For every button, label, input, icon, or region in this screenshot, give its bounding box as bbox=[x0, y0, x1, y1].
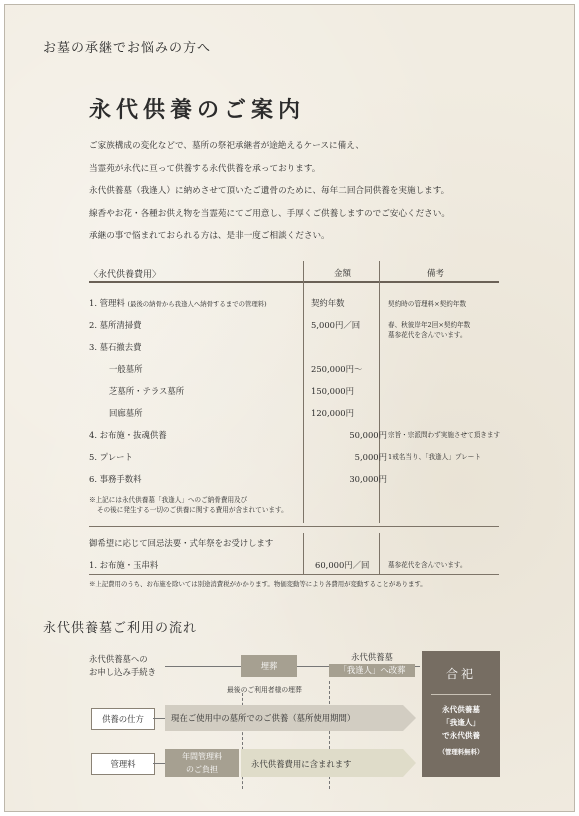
method-label: 供養の仕方 bbox=[91, 708, 155, 730]
divider bbox=[89, 574, 499, 575]
apply-step bbox=[89, 653, 156, 679]
optional-heading: 御希望に応じて回忌法要・式年祭をお受けします bbox=[89, 538, 274, 548]
relocation-step-line: 永代供養墓 bbox=[351, 652, 393, 662]
relocation-step bbox=[329, 651, 415, 677]
table-row bbox=[89, 429, 499, 449]
fee-included-text: 永代供養費用に含まれます bbox=[251, 759, 352, 769]
joint-burial-text bbox=[422, 703, 500, 759]
last-user-label: 最後のご利用者様の埋葬 bbox=[227, 686, 302, 694]
row-label: 5. プレート bbox=[89, 452, 133, 462]
row-amount: 50,000円 bbox=[349, 430, 387, 440]
page bbox=[4, 4, 575, 812]
row-note: 宗旨・宗派問わず実施させて頂きます bbox=[388, 431, 501, 439]
row-label: 芝墓所・テラス墓所 bbox=[109, 386, 185, 396]
row-amount: 契約年数 bbox=[311, 298, 345, 308]
row-amount: 120,000円 bbox=[311, 408, 355, 418]
table-row bbox=[89, 473, 499, 493]
row-label: 6. 事務手数料 bbox=[89, 474, 142, 484]
row-note: 墓参花代を含んでいます。 bbox=[388, 561, 467, 569]
table-row bbox=[89, 319, 499, 339]
joint-burial-line: で永代供養 bbox=[442, 731, 480, 740]
table-row bbox=[89, 341, 499, 361]
intro-line: 当霊苑が永代に亘って供養する永代供養を承っております。 bbox=[89, 163, 321, 174]
divider bbox=[89, 526, 499, 527]
bottom-note: ※上記費用のうち、お布施を除いては別途消費税がかかります。物価変動等により各費用が変動することがあります。 bbox=[89, 580, 427, 588]
connector bbox=[153, 763, 165, 764]
row-label: 1. 管理料 (最後の納骨から我逢人へ納骨するまでの管理料) bbox=[89, 298, 267, 308]
table-header-rule bbox=[89, 281, 499, 283]
table-row bbox=[89, 407, 499, 427]
table-row bbox=[89, 363, 499, 383]
fee-burden-line: 年間管理料 bbox=[182, 752, 222, 761]
fee-burden-line: のご負担 bbox=[186, 765, 218, 774]
footnote-line: その後に発生する一切のご供養に関する費用が含まれています。 bbox=[97, 506, 288, 514]
method-text: 現在ご使用中の墓所でのご供養（墓所使用期間） bbox=[171, 713, 356, 723]
fee-label: 管理料 bbox=[91, 753, 155, 775]
row-note: 契約時の管理料×契約年数 bbox=[388, 300, 467, 308]
table-row bbox=[89, 297, 499, 317]
row-amount: 5,000円／回 bbox=[311, 320, 361, 330]
joint-burial-line: （管理料無料） bbox=[438, 748, 484, 756]
row-amount: 5,000円 bbox=[354, 452, 387, 462]
connector bbox=[153, 718, 165, 719]
joint-burial-title: 合祀 bbox=[445, 667, 476, 681]
note-column-header: 備考 bbox=[427, 269, 445, 279]
footnote-line: ※上記には永代供養墓「我逢人」へのご納骨費用及び bbox=[89, 496, 248, 504]
divider bbox=[431, 694, 491, 695]
amount-column-header: 金額 bbox=[334, 269, 352, 279]
row-label: 4. お布施・抜魂供養 bbox=[89, 430, 167, 440]
row-label: 回廊墓所 bbox=[109, 408, 143, 418]
intro-line: 線香やお花・各種お供え物を当霊苑にてご用意し、手厚くご供養しますのでご安心ください。 bbox=[89, 208, 450, 219]
intro-line: 承継の事で悩まれておられる方は、是非一度ご相談ください。 bbox=[89, 231, 330, 241]
table-row bbox=[89, 559, 499, 579]
sub-heading: お墓の承継でお悩みの方へ bbox=[43, 41, 212, 56]
fee-footnote bbox=[89, 495, 288, 515]
row-label: 一般墓所 bbox=[109, 364, 143, 374]
joint-burial-line: 永代供養墓 bbox=[442, 705, 480, 714]
apply-step-line: お申し込み手続き bbox=[89, 667, 156, 677]
flow-title: 永代供養墓ご利用の流れ bbox=[43, 621, 198, 636]
row-amount: 150,000円 bbox=[311, 386, 355, 396]
joint-burial-line: 「我逢人」 bbox=[442, 718, 480, 727]
row-note: 1戒名当り、「我逢人」プレート bbox=[388, 453, 481, 461]
row-note: 春、秋彼岸年2回×契約年数 墓参花代を含んでいます。 bbox=[388, 321, 471, 339]
intro-line: 永代供養墓（我逢人）に納めさせて頂いたご遺骨のために、毎年二回合同供養を実施します。 bbox=[89, 186, 450, 196]
page-title: 永代供養のご案内 bbox=[89, 97, 306, 123]
joint-burial-box bbox=[422, 651, 500, 777]
row-label: 3. 墓石撤去費 bbox=[89, 342, 142, 352]
row-amount: 60,000円／回 bbox=[315, 560, 370, 570]
row-amount: 30,000円 bbox=[349, 474, 387, 484]
intro-line: ご家族構成の変化などで、墓所の祭祀承継者が途絶えるケースに備え、 bbox=[89, 141, 364, 151]
intro-text bbox=[89, 135, 519, 248]
table-row bbox=[89, 451, 499, 471]
row-label: 1. お布施・玉串料 bbox=[89, 560, 159, 570]
relocation-step-line: 「我逢人」へ改葬 bbox=[329, 664, 415, 677]
fee-burden-box bbox=[165, 749, 239, 777]
burial-step: 埋葬 bbox=[241, 655, 297, 677]
row-label-note: (最後の納骨から我逢人へ納骨するまでの管理料) bbox=[127, 300, 267, 308]
row-amount: 250,000円～ bbox=[311, 364, 363, 374]
row-label: 2. 墓所清掃費 bbox=[89, 320, 142, 330]
fee-section-label: 〈永代供養費用〉 bbox=[89, 270, 162, 280]
apply-step-line: 永代供養墓への bbox=[89, 654, 148, 664]
table-row bbox=[89, 385, 499, 405]
